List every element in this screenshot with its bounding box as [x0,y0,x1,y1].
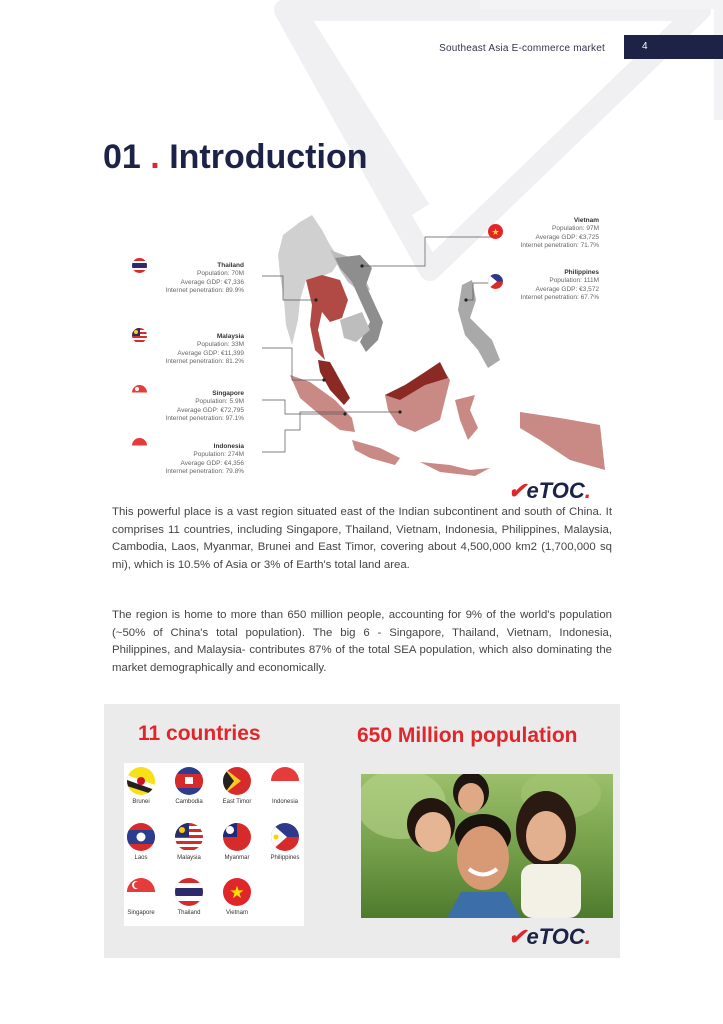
info-gdp: Average GDP: €3,725 [535,233,599,241]
svg-text:★: ★ [491,227,500,237]
flag-label: Brunei [132,799,150,805]
info-country-name: Indonesia [213,443,244,450]
logo-check-icon: ✔ [508,924,527,949]
page-number: 4 [624,35,723,59]
info-population: Population: 97M [552,225,599,233]
info-country-name: Singapore [212,390,244,397]
info-internet: Internet penetration: 89.9% [165,287,244,295]
flag-indonesia-icon [132,438,147,453]
svg-text:★: ★ [229,883,245,902]
info-gdp: Average GDP: €72,795 [176,406,244,414]
flag-label: Laos [134,855,148,861]
flag-laos [124,823,158,861]
info-philippines [449,269,599,303]
info-gdp: Average GDP: €3,572 [535,285,599,293]
vietnam-flag-icon [223,878,251,906]
info-indonesia [94,443,244,477]
map-thailand [306,275,348,360]
flag-thailand-icon [132,258,147,273]
indonesia-flag-icon [271,767,299,795]
header-title: Southeast Asia E-commerce market [439,43,605,54]
flag-philippines-icon [488,274,503,289]
logo-check-icon: ✔ [508,478,527,503]
info-malaysia [94,333,244,367]
flag-singapore-icon [132,385,147,400]
logo-brand: eTOC [526,478,585,503]
cambodia-flag-icon [175,767,203,795]
flag-brunei [124,767,158,805]
flag-grid [124,763,304,926]
laos-flag-icon [127,823,155,851]
paragraph-1: This powerful place is a vast region situated east of the Indian subcontinent and south of China. It comprises 11 countries, including Singapore, Thailand, Vietnam, Indonesia, Philippines, Malaysia, Cambodia, Laos, Myanmar, Brunei and East Timor, covering about 4,500,000 km2 (1,700,000 sq mi), which is 10.5% of Asia or 3% of Earth's total land area. [112,506,612,571]
info-gdp: Average GDP: €4,356 [180,459,244,467]
highlight-population: 650 Million population [357,724,578,747]
info-thailand [94,262,244,296]
flag-label: Thailand [177,910,201,916]
section-title: Introduction [169,138,368,176]
info-internet: Internet penetration: 71.7% [520,242,599,250]
etoc-logo [508,478,591,504]
logo-dot: . [584,924,591,949]
flag-thailand [172,878,206,916]
flag-cambodia [172,767,206,805]
info-singapore [94,390,244,424]
info-gdp: Average GDP: €11,399 [177,349,244,357]
info-internet: Internet penetration: 67.7% [520,294,599,302]
paragraph-2: The region is home to more than 650 million people, accounting for 9% of the world's population (~50% of China's total population). The big 6 - Singapore, Thailand, Vietnam, Indonesia, Philippines, and Malaysia- contributes 87% of the total SEA population, which also dominating the market demographically and economically. [112,609,612,674]
section-number: 01 [103,138,141,176]
flag-label: Singapore [127,910,155,916]
info-gdp: Average GDP: €7,336 [180,278,244,286]
info-internet: Internet penetration: 97.1% [165,415,244,423]
flag-malaysia-icon [132,328,147,343]
singapore-flag-icon [127,878,155,906]
family-photo [361,774,613,918]
title-dot: . [150,138,160,176]
east-timor-flag-icon [223,767,251,795]
info-country-name: Vietnam [573,217,599,224]
info-internet: Internet penetration: 81.2% [165,358,244,366]
flag-philippines [268,823,302,861]
info-internet: Internet penetration: 79.8% [165,468,244,476]
logo-dot: . [584,478,591,503]
flag-label: Malaysia [177,855,201,861]
flag-malaysia [172,823,206,861]
flag-east-timor [220,767,254,805]
map-sulawesi [455,395,478,440]
info-country-name: Malaysia [216,333,244,340]
info-population: Population: 274M [193,451,244,459]
flag-indonesia [268,767,302,805]
flag-label: Vietnam [226,910,248,916]
info-country-name: Philippines [564,269,599,276]
flag-label: Philippines [270,855,300,861]
flag-label: Myanmar [224,855,250,861]
flag-label: Indonesia [271,799,299,805]
flag-vietnam-icon [488,224,503,239]
malaysia-flag-icon [175,823,203,851]
philippines-flag-icon [271,823,299,851]
info-country-name: Thailand [217,262,244,269]
myanmar-flag-icon [223,823,251,851]
etoc-logo-bottom [508,924,591,950]
info-population: Population: 70M [197,270,244,278]
map-java [352,440,400,465]
map-papua [520,412,605,470]
flag-vietnam [220,878,254,916]
info-vietnam [449,217,599,251]
brunei-flag-icon [127,767,155,795]
flag-singapore [124,878,158,916]
map-islands [420,462,490,476]
logo-brand: eTOC [526,924,585,949]
info-population: Population: 5.9M [195,398,244,406]
thailand-flag-icon [175,878,203,906]
highlight-countries: 11 countries [138,722,261,745]
info-population: Population: 33M [197,341,244,349]
flag-label: Cambodia [175,799,203,805]
info-population: Population: 111M [549,277,599,285]
flag-label: East Timor [222,799,252,805]
flag-myanmar [220,823,254,861]
